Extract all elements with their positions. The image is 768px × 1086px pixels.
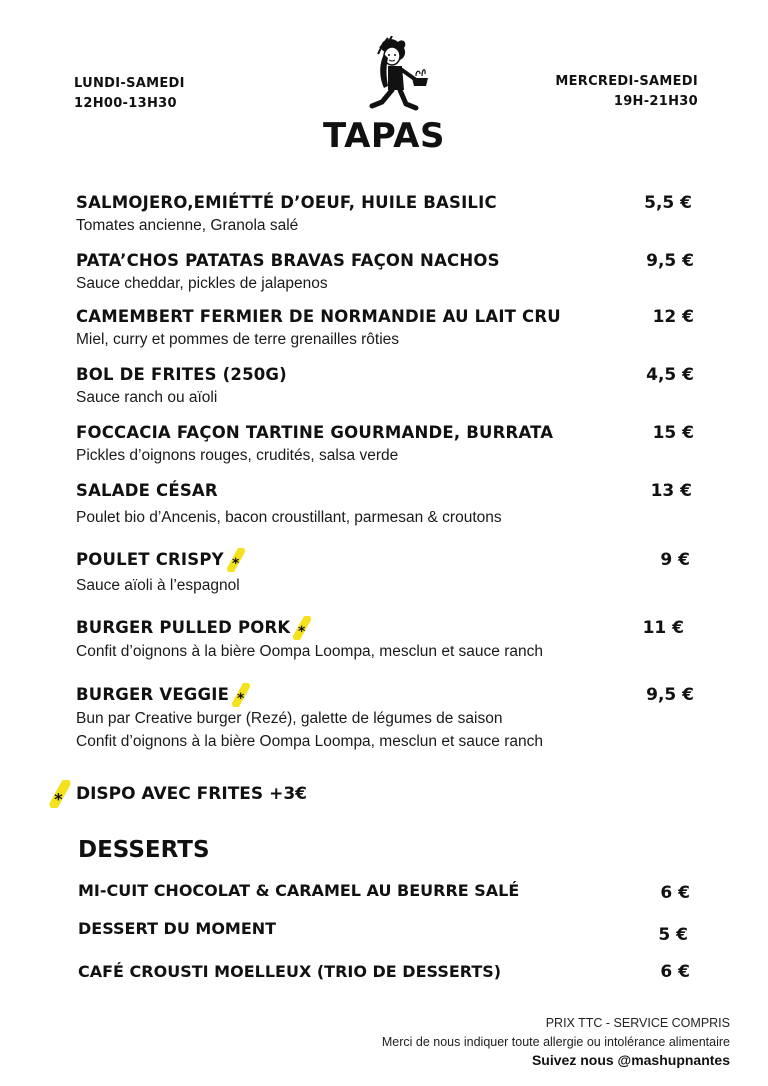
item-desc: Tomates ancienne, Granola salé	[76, 217, 299, 234]
item-name-text: POULET CRISPY	[76, 550, 224, 569]
dessert-price: 5 €	[658, 925, 688, 945]
item-desc: Miel, curry et pommes de terre grenailles rôties	[76, 331, 400, 348]
svg-text:*: *	[231, 556, 240, 572]
dinner-days: MERCREDI-SAMEDI	[555, 74, 698, 89]
menu-item	[76, 683, 706, 753]
item-desc: Poulet bio d’Ancenis, bacon croustillant, parmesan & croutons	[76, 509, 502, 526]
item-price: 15 €	[652, 423, 694, 443]
footer-allergy: Merci de nous indiquer toute allergie ou intolérance alimentaire	[381, 1035, 730, 1049]
menu-item	[76, 422, 706, 467]
asterisk-highlight-icon	[227, 548, 245, 572]
item-name: SALADE CÉSAR	[76, 481, 218, 500]
lunch-time: 12H00-13H30	[74, 96, 177, 111]
item-desc: Sauce aïoli à l’espagnol	[76, 577, 240, 594]
dinner-time: 19H-21H30	[613, 94, 698, 109]
footer-prices: PRIX TTC - SERVICE COMPRIS	[545, 1016, 730, 1030]
desserts-title: DESSERTS	[78, 837, 210, 863]
dessert-name: MI-CUIT CHOCOLAT & CARAMEL AU BEURRE SALÉ	[78, 881, 520, 900]
item-price: 9,5 €	[646, 685, 694, 705]
item-name	[76, 548, 245, 572]
item-desc: Bun par Creative burger (Rezé), galette de légumes de saison	[76, 710, 503, 727]
item-desc: Pickles d’oignons rouges, crudités, salsa verde	[76, 447, 399, 464]
asterisk-highlight-icon	[49, 780, 71, 808]
item-price: 9 €	[660, 550, 690, 570]
fries-note: DISPO AVEC FRITES +3€	[76, 784, 307, 804]
dessert-name: CAFÉ CROUSTI MOELLEUX (TRIO DE DESSERTS)	[78, 962, 502, 981]
svg-text:*: *	[298, 624, 306, 640]
item-name: BOL DE FRITES (250G)	[76, 365, 287, 384]
item-name-text: BURGER PULLED PORK	[76, 618, 291, 637]
item-desc: Sauce ranch ou aïoli	[76, 389, 218, 406]
menu-item	[76, 306, 706, 351]
item-desc: Confit d’oignons à la bière Oompa Loompa, mesclun et sauce ranch	[76, 733, 543, 750]
menu-item	[76, 480, 706, 529]
item-name: FOCCACIA FAÇON TARTINE GOURMANDE, BURRATA	[76, 423, 554, 442]
item-desc: Sauce cheddar, pickles de jalapenos	[76, 275, 328, 292]
svg-text:*: *	[237, 691, 245, 707]
dessert-price: 6 €	[660, 962, 690, 982]
item-name-text: BURGER VEGGIE	[76, 685, 230, 704]
item-price: 9,5 €	[646, 251, 694, 271]
menu-title: TAPAS	[323, 116, 445, 156]
footer-social: Suivez nous @mashupnantes	[531, 1052, 730, 1068]
lunch-hours	[74, 74, 185, 114]
dinner-hours	[555, 72, 698, 112]
item-name	[76, 683, 250, 707]
dessert-price: 6 €	[660, 883, 690, 903]
asterisk-highlight-icon	[232, 683, 250, 707]
item-price: 5,5 €	[644, 193, 692, 213]
asterisk-highlight-icon	[293, 616, 311, 640]
menu-item	[76, 364, 706, 409]
item-price: 12 €	[652, 307, 694, 327]
item-desc: Confit d’oignons à la bière Oompa Loompa, mesclun et sauce ranch	[76, 643, 543, 660]
chef-running-icon	[358, 36, 438, 118]
lunch-days: LUNDI-SAMEDI	[74, 76, 185, 91]
menu-item	[76, 192, 706, 237]
item-name: CAMEMBERT FERMIER DE NORMANDIE AU LAIT CRU	[76, 307, 561, 326]
item-name: PATA’CHOS PATATAS BRAVAS FAÇON NACHOS	[76, 251, 500, 270]
item-name: SALMOJERO,EMIÉTTÉ D’OEUF, HUILE BASILIC	[76, 193, 497, 212]
item-name	[76, 616, 311, 640]
item-price: 11 €	[642, 618, 684, 638]
menu-item	[76, 250, 706, 295]
item-price: 4,5 €	[646, 365, 694, 385]
item-price: 13 €	[650, 481, 692, 501]
dessert-name: DESSERT DU MOMENT	[78, 919, 277, 938]
svg-text:*: *	[54, 789, 63, 808]
menu-item	[76, 616, 706, 663]
menu-item	[76, 548, 706, 597]
